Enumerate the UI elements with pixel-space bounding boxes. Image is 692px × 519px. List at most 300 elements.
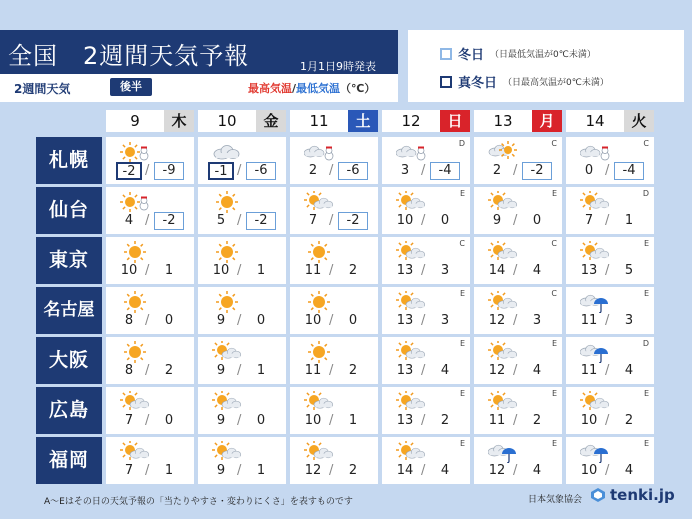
cloud-umbrella-icon: [580, 341, 610, 363]
sun-cloud-icon: [580, 391, 610, 413]
temp-separator: /: [329, 163, 334, 178]
min-temp: 2: [624, 413, 634, 428]
min-temp: 2: [348, 463, 358, 478]
temperature-row: [290, 412, 378, 430]
confidence-rank: E: [643, 289, 649, 298]
forecast-cell: [290, 437, 378, 484]
temp-separator: /: [329, 313, 334, 328]
forecast-cell: [290, 287, 378, 334]
min-temp: 2: [532, 413, 542, 428]
sun-cloud-icon: [396, 391, 426, 413]
forecast-cell: [198, 287, 286, 334]
min-temp: 2: [348, 363, 358, 378]
min-temp: -2: [522, 162, 552, 180]
temp-separator: /: [237, 463, 242, 478]
temperature-row: [474, 212, 562, 230]
fuyubi-label: 冬日: [458, 48, 485, 63]
max-temp: 12: [488, 363, 506, 378]
max-temp: 9: [216, 363, 226, 378]
min-temp: 1: [164, 463, 174, 478]
sun-cloud-icon: [396, 241, 426, 263]
temp-separator: /: [237, 313, 242, 328]
day-of-week: 日: [440, 110, 470, 132]
confidence-rank: E: [551, 339, 557, 348]
cloud-umbrella-icon: [580, 441, 610, 463]
max-temp: -2: [116, 162, 142, 180]
day-header: [198, 110, 286, 132]
forecast-cell: [474, 187, 562, 234]
min-temp: -4: [614, 162, 644, 180]
forecast-cell: [106, 387, 194, 434]
confidence-rank: E: [459, 439, 465, 448]
day-header: [474, 110, 562, 132]
legend-fuyubi: [440, 44, 596, 63]
temp-separator: /: [145, 463, 150, 478]
day-number: 10: [198, 110, 256, 132]
min-temp: 0: [440, 213, 450, 228]
temperature-row: [290, 462, 378, 480]
confidence-rank: E: [643, 239, 649, 248]
min-temp: 2: [164, 363, 174, 378]
confidence-rank: E: [459, 289, 465, 298]
sun-cloud-icon: [580, 191, 610, 213]
max-temp: 10: [580, 413, 598, 428]
forecast-cell: [474, 287, 562, 334]
temp-legend: [248, 80, 375, 96]
legend-mafuyubi: [440, 72, 609, 91]
temp-unit: （℃）: [340, 82, 376, 95]
forecast-cell: [106, 137, 194, 184]
forecast-cell: [106, 287, 194, 334]
temp-separator: /: [513, 413, 518, 428]
sun-cloud-icon: [396, 341, 426, 363]
temperature-row: [566, 212, 654, 230]
max-temp: 14: [396, 463, 414, 478]
mafuyubi-square-icon: [440, 76, 452, 88]
min-temp: 0: [164, 413, 174, 428]
temp-separator: /: [329, 363, 334, 378]
max-temp: 13: [396, 413, 414, 428]
temp-separator: /: [237, 213, 242, 228]
day-header: [382, 110, 470, 132]
forecast-cell: [290, 187, 378, 234]
forecast-cell: [106, 337, 194, 384]
cloud-umbrella-icon: [580, 291, 610, 313]
day-number: 12: [382, 110, 440, 132]
max-temp-label: 最高気温: [248, 82, 292, 95]
temp-separator: /: [605, 263, 610, 278]
temperature-row: [106, 312, 194, 330]
temperature-row: [290, 262, 378, 280]
max-temp: 3: [400, 163, 410, 178]
min-temp-label: 最低気温: [296, 82, 341, 95]
min-temp: 4: [440, 463, 450, 478]
temperature-row: [474, 262, 562, 280]
sun-icon: [120, 291, 150, 313]
min-temp: 3: [532, 313, 542, 328]
day-number: 13: [474, 110, 532, 132]
temp-separator: /: [605, 413, 610, 428]
confidence-rank: E: [551, 389, 557, 398]
cloud-snow-icon: [304, 141, 334, 163]
temp-separator: /: [605, 213, 610, 228]
temperature-row: [198, 362, 286, 380]
max-temp: 10: [212, 263, 230, 278]
temperature-row: [290, 212, 378, 230]
sun-cloud-icon: [120, 441, 150, 463]
forecast-cell: [474, 137, 562, 184]
issued-time: 1月1日9時発表: [300, 60, 376, 73]
day-of-week: 火: [624, 110, 654, 132]
temp-separator: /: [237, 363, 242, 378]
forecast-cell: [474, 337, 562, 384]
temperature-row: [198, 212, 286, 230]
cloud-sun-icon: [488, 141, 518, 163]
temperature-row: [566, 412, 654, 430]
sun-icon: [120, 241, 150, 263]
temp-separator: /: [513, 163, 518, 178]
forecast-cell: [290, 137, 378, 184]
temp-separator: /: [605, 463, 610, 478]
city-label: 大阪: [36, 337, 102, 384]
sun-cloud-icon: [120, 391, 150, 413]
cloud-snow-icon: [580, 141, 610, 163]
forecast-cell: [198, 387, 286, 434]
max-temp: 9: [216, 413, 226, 428]
confidence-rank: E: [459, 389, 465, 398]
max-temp: 0: [584, 163, 594, 178]
forecast-cell: [566, 187, 654, 234]
sun-cloud-icon: [488, 291, 518, 313]
sun-cloud-icon: [304, 441, 334, 463]
fuyubi-note: （日最低気温が0℃未満）: [490, 50, 596, 60]
temperature-row: [290, 162, 378, 180]
temp-separator: /: [329, 263, 334, 278]
sun-icon: [120, 341, 150, 363]
max-temp: 11: [580, 363, 598, 378]
forecast-cell: [474, 237, 562, 284]
confidence-rank: C: [643, 139, 649, 148]
min-temp: 4: [532, 463, 542, 478]
sun-cloud-icon: [304, 391, 334, 413]
day-of-week: 金: [256, 110, 286, 132]
max-temp: 10: [396, 213, 414, 228]
temperature-row: [474, 162, 562, 180]
temperature-row: [566, 262, 654, 280]
forecast-cell: [198, 437, 286, 484]
max-temp: 2: [308, 163, 318, 178]
temperature-row: [382, 412, 470, 430]
forecast-cell: [566, 337, 654, 384]
forecast-cell: [106, 237, 194, 284]
max-temp: 13: [580, 263, 598, 278]
temp-slash: /: [292, 82, 297, 95]
min-temp: -9: [154, 162, 184, 180]
min-temp: 3: [440, 313, 450, 328]
sun-cloud-icon: [488, 241, 518, 263]
confidence-rank: D: [458, 139, 465, 148]
sun-cloud-icon: [488, 341, 518, 363]
min-temp: -2: [246, 212, 276, 230]
confidence-rank: E: [459, 339, 465, 348]
temperature-row: [198, 312, 286, 330]
sun-cloud-icon: [396, 191, 426, 213]
sun-snow-icon: [120, 141, 150, 163]
forecast-cell: [198, 187, 286, 234]
temp-separator: /: [605, 363, 610, 378]
forecast-cell: [290, 237, 378, 284]
min-temp: 4: [624, 363, 634, 378]
temp-separator: /: [605, 163, 610, 178]
min-temp: 1: [624, 213, 634, 228]
temp-separator: /: [421, 163, 426, 178]
temperature-row: [382, 312, 470, 330]
temp-separator: /: [421, 363, 426, 378]
max-temp: 10: [304, 413, 322, 428]
max-temp: 14: [488, 263, 506, 278]
min-temp: 5: [624, 263, 634, 278]
temp-separator: /: [329, 213, 334, 228]
page-title: 全国 2週間天気予報: [8, 42, 250, 70]
forecast-cell: [198, 237, 286, 284]
confidence-rank: C: [551, 239, 557, 248]
temperature-row: [382, 362, 470, 380]
temperature-row: [474, 362, 562, 380]
day-header: [106, 110, 194, 132]
forecast-cell: [382, 137, 470, 184]
sun-cloud-icon: [212, 441, 242, 463]
day-of-week: 土: [348, 110, 378, 132]
min-temp: 0: [532, 213, 542, 228]
min-temp: 0: [164, 313, 174, 328]
temperature-row: [106, 412, 194, 430]
sun-cloud-icon: [488, 391, 518, 413]
max-temp: -1: [208, 162, 234, 180]
forecast-cell: [382, 387, 470, 434]
max-temp: 9: [216, 313, 226, 328]
temperature-row: [198, 462, 286, 480]
temp-separator: /: [605, 313, 610, 328]
max-temp: 2: [492, 163, 502, 178]
confidence-rank: E: [643, 439, 649, 448]
city-label: 名古屋: [36, 287, 102, 334]
temperature-row: [106, 362, 194, 380]
temperature-row: [106, 262, 194, 280]
confidence-rank: E: [551, 439, 557, 448]
max-temp: 8: [124, 313, 134, 328]
cloud-umbrella-icon: [488, 441, 518, 463]
min-temp: 0: [256, 413, 266, 428]
city-label: 東京: [36, 237, 102, 284]
forecast-cell: [198, 137, 286, 184]
min-temp: -6: [338, 162, 368, 180]
min-temp: 3: [624, 313, 634, 328]
day-number: 9: [106, 110, 164, 132]
confidence-rank: E: [551, 189, 557, 198]
temperature-row: [566, 312, 654, 330]
cloud-snow-icon: [396, 141, 426, 163]
min-temp: -6: [246, 162, 276, 180]
max-temp: 5: [216, 213, 226, 228]
tenki-logo-text: tenki.jp: [610, 486, 675, 504]
confidence-rank: C: [551, 289, 557, 298]
temp-separator: /: [145, 413, 150, 428]
sun-cloud-icon: [396, 441, 426, 463]
temp-separator: /: [513, 213, 518, 228]
tenki-logo[interactable]: [590, 486, 675, 504]
min-temp: 1: [256, 463, 266, 478]
temp-separator: /: [513, 263, 518, 278]
temp-separator: /: [513, 313, 518, 328]
temp-separator: /: [421, 263, 426, 278]
forecast-cell: [382, 437, 470, 484]
max-temp: 12: [304, 463, 322, 478]
cloud-icon: [212, 141, 242, 163]
max-temp: 13: [396, 313, 414, 328]
temperature-row: [106, 212, 194, 230]
sun-cloud-icon: [212, 341, 242, 363]
temp-separator: /: [513, 463, 518, 478]
forecast-cell: [474, 437, 562, 484]
min-temp: 3: [440, 263, 450, 278]
confidence-rank: C: [459, 239, 465, 248]
min-temp: 0: [348, 313, 358, 328]
max-temp: 4: [124, 213, 134, 228]
temperature-row: [106, 462, 194, 480]
city-label: 札幌: [36, 137, 102, 184]
max-temp: 7: [124, 463, 134, 478]
day-number: 11: [290, 110, 348, 132]
sun-cloud-icon: [212, 391, 242, 413]
temperature-row: [290, 312, 378, 330]
mafuyubi-note: （日最高気温が0℃未満）: [503, 78, 609, 88]
half-badge: 後半: [110, 78, 152, 96]
footer-note: A～Eはその日の天気予報の「当たりやすさ・変わりにくさ」を表すものです: [44, 497, 353, 507]
temperature-row: [198, 262, 286, 280]
temp-separator: /: [145, 163, 150, 178]
max-temp: 9: [492, 213, 502, 228]
min-temp: 1: [256, 263, 266, 278]
max-temp: 11: [580, 313, 598, 328]
min-temp: -4: [430, 162, 460, 180]
forecast-cell: [566, 437, 654, 484]
max-temp: 10: [304, 313, 322, 328]
temp-separator: /: [145, 313, 150, 328]
max-temp: 11: [304, 363, 322, 378]
footer-org: 日本気象協会: [528, 495, 583, 505]
confidence-rank: C: [551, 139, 557, 148]
max-temp: 11: [488, 413, 506, 428]
forecast-cell: [382, 287, 470, 334]
confidence-rank: E: [459, 189, 465, 198]
max-temp: 13: [396, 263, 414, 278]
forecast-cell: [382, 337, 470, 384]
confidence-rank: E: [643, 389, 649, 398]
max-temp: 11: [304, 263, 322, 278]
sun-icon: [304, 241, 334, 263]
sun-icon: [304, 341, 334, 363]
min-temp: -2: [154, 212, 184, 230]
tenki-logo-icon: [590, 487, 606, 503]
min-temp: 1: [164, 263, 174, 278]
max-temp: 9: [216, 463, 226, 478]
max-temp: 7: [584, 213, 594, 228]
temperature-row: [382, 162, 470, 180]
min-temp: 4: [532, 263, 542, 278]
sun-cloud-icon: [304, 191, 334, 213]
forecast-cell: [106, 187, 194, 234]
temperature-row: [566, 162, 654, 180]
temperature-row: [382, 462, 470, 480]
temperature-row: [198, 412, 286, 430]
mafuyubi-label: 真冬日: [458, 76, 498, 91]
temperature-row: [474, 462, 562, 480]
forecast-cell: [198, 337, 286, 384]
temperature-row: [566, 462, 654, 480]
day-of-week: 月: [532, 110, 562, 132]
temperature-row: [106, 162, 194, 180]
temp-separator: /: [421, 413, 426, 428]
forecast-cell: [566, 387, 654, 434]
temperature-row: [382, 262, 470, 280]
forecast-cell: [382, 187, 470, 234]
min-temp: 2: [348, 263, 358, 278]
min-temp: 4: [440, 363, 450, 378]
temp-separator: /: [513, 363, 518, 378]
forecast-cell: [106, 437, 194, 484]
temperature-row: [474, 312, 562, 330]
temp-separator: /: [421, 213, 426, 228]
temp-separator: /: [421, 313, 426, 328]
temp-separator: /: [237, 413, 242, 428]
temperature-row: [198, 162, 286, 180]
day-header: [566, 110, 654, 132]
forecast-cell: [290, 337, 378, 384]
temp-separator: /: [145, 213, 150, 228]
min-temp: 4: [624, 463, 634, 478]
temp-separator: /: [421, 463, 426, 478]
confidence-rank: D: [642, 189, 649, 198]
sun-icon: [304, 291, 334, 313]
day-header: [290, 110, 378, 132]
max-temp: 7: [124, 413, 134, 428]
forecast-cell: [382, 237, 470, 284]
temperature-row: [566, 362, 654, 380]
max-temp: 12: [488, 463, 506, 478]
city-label: 仙台: [36, 187, 102, 234]
forecast-cell: [566, 237, 654, 284]
day-number: 14: [566, 110, 624, 132]
legend-panel: [408, 30, 684, 102]
sun-cloud-icon: [488, 191, 518, 213]
temp-separator: /: [329, 413, 334, 428]
temp-separator: /: [329, 463, 334, 478]
min-temp: 4: [532, 363, 542, 378]
sun-icon: [212, 191, 242, 213]
sun-icon: [212, 291, 242, 313]
city-label: 福岡: [36, 437, 102, 484]
min-temp: -2: [338, 212, 368, 230]
city-label: 広島: [36, 387, 102, 434]
fuyubi-square-icon: [440, 48, 452, 60]
temp-separator: /: [145, 263, 150, 278]
max-temp: 12: [488, 313, 506, 328]
forecast-cell: [474, 387, 562, 434]
forecast-cell: [290, 387, 378, 434]
forecast-cell: [566, 137, 654, 184]
temperature-row: [382, 212, 470, 230]
min-temp: 1: [256, 363, 266, 378]
